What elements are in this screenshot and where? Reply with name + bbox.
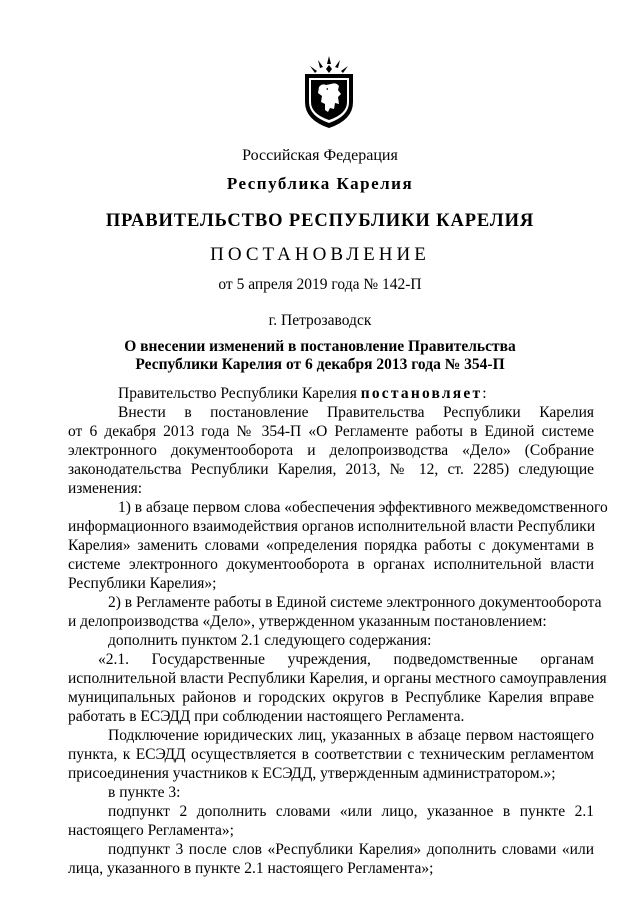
paragraph-line: 2) в Регламенте работы в Единой системе электронного документооборота xyxy=(108,594,602,611)
paragraph-line: Внести в постановление Правительства Республики Карелия xyxy=(118,404,594,421)
date-number: от 5 апреля 2019 года № 142-П xyxy=(218,276,422,293)
paragraph-line: пункта, к ЕСЭДД осуществляется в соответствии с техническим регламентом xyxy=(68,746,594,763)
paragraph-line: лица, указанного в пункте 2.1 настоящего Регламента»; xyxy=(68,860,434,877)
paragraph-line: подпункт 2 дополнить словами «или лицо, указанное в пункте 2.1 xyxy=(108,803,594,820)
paragraph-line: законодательства Республики Карелия, 2013, № 12, ст. 2285) следующие xyxy=(68,461,594,478)
paragraph-line: в пункте 3: xyxy=(108,784,181,801)
paragraph-line: и делопроизводства «Дело», утвержденном указанным постановлением: xyxy=(68,613,547,630)
government-heading: ПРАВИТЕЛЬСТВО РЕСПУБЛИКИ КАРЕЛИЯ xyxy=(105,211,535,231)
paragraph-line: муниципальных районов и городских округов в Республике Карелия вправе xyxy=(68,689,594,706)
paragraph-line: электронного документооборота и делопроизводства «Дело» (Собрание xyxy=(68,442,594,459)
document-title-line-2: Республики Карелия от 6 декабря 2013 года № 354-П xyxy=(135,356,505,373)
country-name: Российская Федерация xyxy=(242,147,398,164)
paragraph-line: исполнительной власти Республики Карелия, и органы местного самоуправления xyxy=(68,670,607,687)
paragraph-line: Карелия» заменить словами «определения порядка работы с документами в xyxy=(68,537,594,554)
paragraph-line: дополнить пунктом 2.1 следующего содержания: xyxy=(108,632,432,649)
paragraph-line: Подключение юридических лиц, указанных в абзаце первом настоящего xyxy=(108,727,594,744)
paragraph-line: подпункт 3 после слов «Республики Карелия» дополнить словами «или xyxy=(108,841,594,858)
paragraph-line: изменения: xyxy=(68,480,143,497)
document-type: ПОСТАНОВЛЕНИЕ xyxy=(210,244,430,265)
decree-tail: : xyxy=(482,385,487,402)
paragraph-line: 1) в абзаце первом слова «обеспечения эффективного межведомственного xyxy=(118,499,608,516)
paragraph-line: настоящего Регламента»; xyxy=(68,822,234,839)
paragraph-line: Республики Карелия»; xyxy=(68,575,217,592)
paragraph-line: «2.1. Государственные учреждения, подведомственные органам xyxy=(98,651,594,668)
decree-lead: Правительство Республики Карелия xyxy=(118,385,361,402)
paragraph-line: информационного взаимодействия органов исполнительной власти Республики xyxy=(68,518,596,535)
decree-line xyxy=(118,385,640,402)
paragraph-line: от 6 декабря 2013 года № 354-П «О Регламенте работы в Единой системе xyxy=(68,423,594,440)
paragraph-line: системе электронного документооборота в органах исполнительной власти xyxy=(68,556,594,573)
republic-name: Республика Карелия xyxy=(226,174,414,193)
paragraph-line: работать в ЕСЭДД при соблюдении настоящего Регламента. xyxy=(68,708,465,725)
karelia-coat-of-arms-icon xyxy=(298,54,360,130)
decree-word: постановляет xyxy=(360,385,483,402)
city: г. Петрозаводск xyxy=(268,312,372,329)
paragraph-line: присоединения участников к ЕСЭДД, утвержденным администратором.»; xyxy=(68,765,556,782)
document-title-line-1: О внесении изменений в постановление Правительства xyxy=(124,338,516,355)
